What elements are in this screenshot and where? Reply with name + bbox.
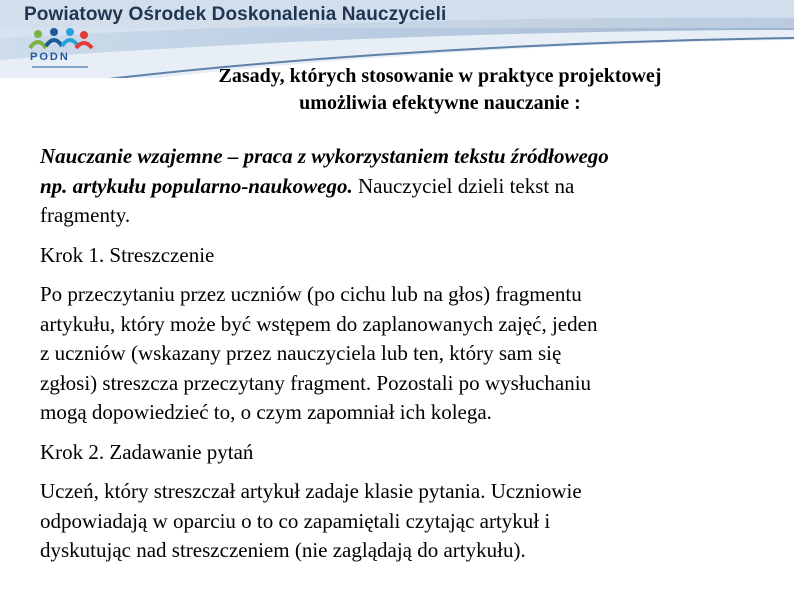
paragraph-line: odpowiadają w oparciu o to co zapamiętali czytając artykuł i	[40, 508, 551, 533]
intro-line	[40, 172, 780, 202]
step1-paragraph	[40, 280, 780, 428]
paragraph-line: dyskutując nad streszczeniem (nie zaglądają do artykułu).	[40, 538, 526, 562]
paragraph-line: Po przeczytaniu przez uczniów (po cichu lub na głos) fragmentu	[40, 282, 582, 306]
intro-paragraph	[40, 142, 780, 231]
org-name: Powiatowy Ośrodek Doskonalenia Nauczycieli	[24, 4, 447, 25]
paragraph-line: mogą dopowiedzieć to, o czym zapomniał ich kolega.	[40, 400, 492, 424]
intro-emphasis-line: Nauczanie wzajemne – praca z wykorzystaniem tekstu źródłowego	[40, 144, 609, 168]
slide-title-line: Zasady, których stosowanie w praktyce projektowej	[218, 65, 662, 87]
step2-heading: Krok 2. Zadawanie pytań	[40, 439, 254, 464]
logo-text: PODN	[30, 51, 70, 63]
podn-logo-icon	[24, 26, 96, 72]
paragraph-line: Uczeń, który streszczał artykuł zadaje klasie pytania. Uczniowie	[40, 479, 582, 503]
intro-regular-text: Nauczyciel dzieli tekst na	[352, 173, 575, 198]
paragraph-line: zgłosi) streszcza przeczytany fragment. Pozostali po wysłuchaniu	[40, 370, 592, 395]
step1-heading: Krok 1. Streszczenie	[40, 242, 215, 267]
step2-paragraph	[40, 477, 780, 566]
intro-line: fragmenty.	[40, 203, 131, 227]
paragraph-line: z uczniów (wskazany przez nauczyciela lub ten, który sam się	[40, 341, 562, 365]
slide-title	[100, 63, 780, 117]
slide-body	[40, 142, 780, 576]
slide-title-line: umożliwia efektywne nauczanie :	[299, 92, 581, 114]
paragraph-line: artykułu, który może być wstępem do zaplanowanych zajęć, jeden	[40, 311, 598, 336]
intro-emphasis-text: np. artykułu popularno-naukowego.	[40, 173, 353, 198]
